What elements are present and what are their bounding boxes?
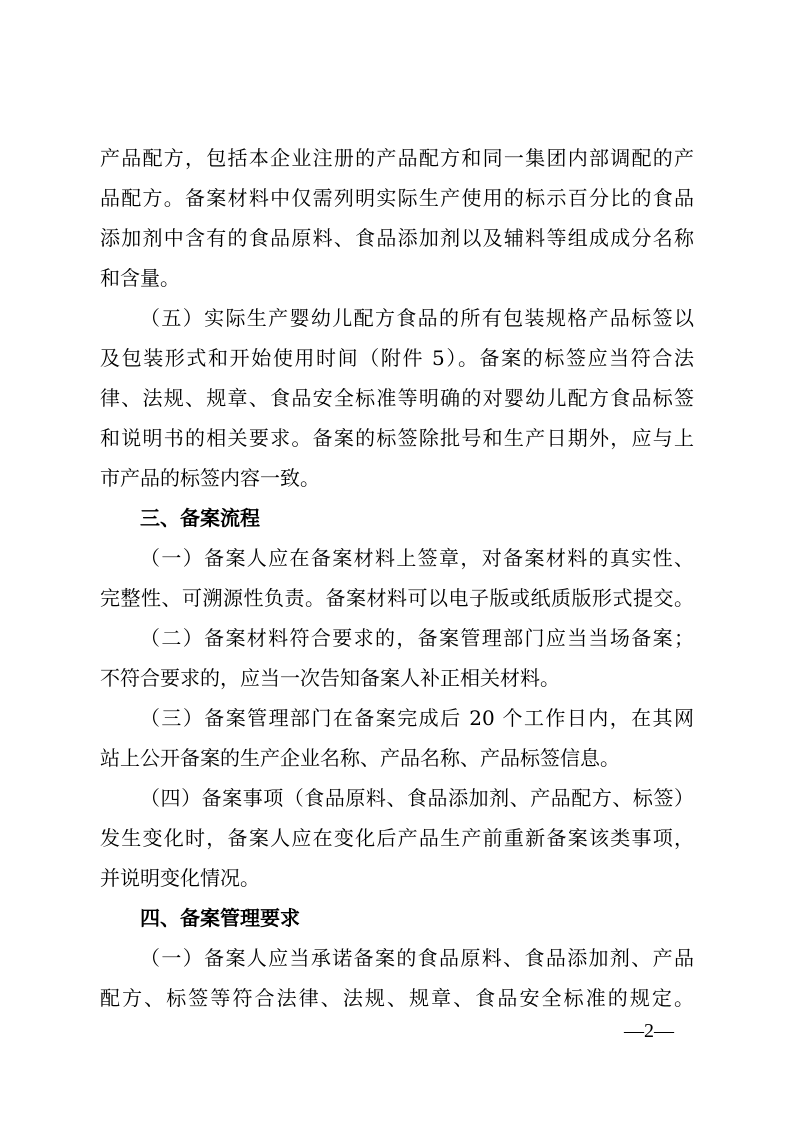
body-line: 和说明书的相关要求。备案的标签除批号和生产日期外，应与上 [100,426,694,450]
body-line: 站上公开备案的生产企业名称、产品名称、产品标签信息。 [100,746,620,770]
page-number: —2— [624,1020,674,1042]
body-line: 并说明变化情况。 [100,866,260,890]
section-heading: 四、备案管理要求 [140,906,300,930]
body-line: （四）备案事项（食品原料、食品添加剂、产品配方、标签） [140,786,694,810]
body-line: 及包装形式和开始使用时间（附件 5）。备案的标签应当符合法 [100,346,694,370]
body-line: 产品配方，包括本企业注册的产品配方和同一集团内部调配的产 [100,146,694,170]
body-line: 配方、标签等符合法律、法规、规章、食品安全标准的规定。 [100,986,694,1010]
body-line: （一）备案人应当承诺备案的食品原料、食品添加剂、产品 [140,946,694,970]
section-heading: 三、备案流程 [140,506,260,530]
body-line: 律、法规、规章、食品安全标准等明确的对婴幼儿配方食品标签 [100,386,694,410]
body-line: 完整性、可溯源性负责。备案材料可以电子版或纸质版形式提交。 [100,586,694,610]
body-line: 不符合要求的，应当一次告知备案人补正相关材料。 [100,666,560,690]
body-line: 品配方。备案材料中仅需列明实际生产使用的标示百分比的食品 [100,186,694,210]
body-line: 发生变化时，备案人应在变化后产品生产前重新备案该类事项， [100,826,694,850]
body-line: 添加剂中含有的食品原料、食品添加剂以及辅料等组成成分名称 [100,226,694,250]
body-line: 市产品的标签内容一致。 [100,466,320,490]
body-line: （五）实际生产婴幼儿配方食品的所有包装规格产品标签以 [140,306,694,330]
body-line: （三）备案管理部门在备案完成后 20 个工作日内，在其网 [140,706,694,730]
body-line: （二）备案材料符合要求的，备案管理部门应当当场备案； [140,626,694,650]
body-line: （一）备案人应在备案材料上签章，对备案材料的真实性、 [140,546,694,570]
body-line: 和含量。 [100,266,180,290]
